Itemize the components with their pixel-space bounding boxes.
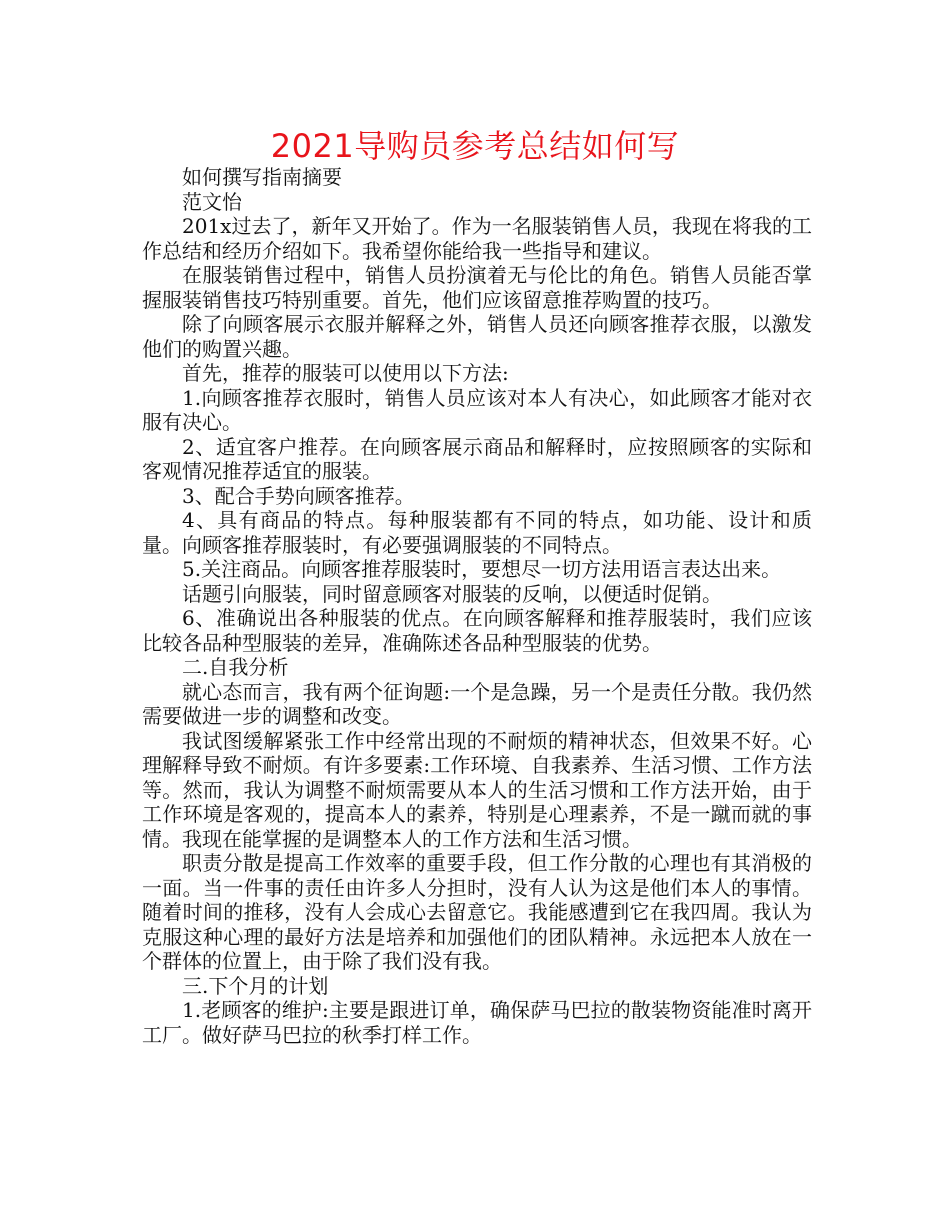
list-item: 6、准确说出各种服装的优点。在向顾客解释和推荐服装时，我们应该比较各品种型服装的差异，准确陈述各品种型服装的优势。 [142,606,812,655]
paragraph: 就心态而言，我有两个征询题:一个是急躁，另一个是责任分散。我仍然需要做进一步的调整和改变。 [142,679,812,728]
paragraph: 职责分散是提高工作效率的重要手段，但工作分散的心理也有其消极的一面。当一件事的责任由许多人分担时，没有人认为这是他们本人的事情。随着时间的推移，没有人会成心去留意它。我能感遭到它在我四周。我认为克服这种心理的最好方法是培养和加强他们的团队精神。永远把本人放在一个群体的位置上，由于除了我们没有我。 [142,851,812,973]
section-heading: 二.自我分析 [182,655,289,679]
paragraph-subtitle: 如何撰写指南摘要 [182,165,342,189]
list-item: 3、配合手势向顾客推荐。 [182,483,415,508]
list-item: 5.关注商品。向顾客推荐服装时，要想尽一切方法用语言表达出来。 [182,557,782,581]
paragraph: 我试图缓解紧张工作中经常出现的不耐烦的精神状态，但效果不好。心理解释导致不耐烦。有许多要素:工作环境、自我素养、生活习惯、工作方法等。然而，我认为调整不耐烦需要从本人的生活习惯和工作方法开始，由于工作环境是客观的，提高本人的素养，特别是心理素养，不是一蹴而就的事情。我现在能掌握的是调整本人的工作方法和生活习惯。 [142,728,812,851]
paragraph: 除了向顾客展示衣服并解释之外，销售人员还向顾客推荐衣服，以激发他们的购置兴趣。 [142,312,812,361]
section-heading: 三.下个月的计划 [182,973,329,998]
list-item: 1.向顾客推荐衣服时，销售人员应该对本人有决心，如此顾客才能对衣服有决心。 [142,385,812,434]
paragraph-author: 范文怡 [182,189,242,214]
list-item: 1.老顾客的维护:主要是跟进订单，确保萨马巴拉的散装物资能准时离开工厂。做好萨马巴拉的秋季打样工作。 [142,998,812,1047]
list-item: 4、具有商品的特点。每种服装都有不同的特点，如功能、设计和质量。向顾客推荐服装时，有必要强调服装的不同特点。 [142,508,812,557]
paragraph: 在服装销售过程中，销售人员扮演着无与伦比的角色。销售人员能否掌握服装销售技巧特别重要。首先，他们应该留意推荐购置的技巧。 [142,263,812,312]
document-title: 2021导购员参考总结如何写 [270,127,680,165]
list-item: 2、适宜客户推荐。在向顾客展示商品和解释时，应按照顾客的实际和客观情况推荐适宜的服装。 [142,434,812,483]
paragraph-intro: 201x过去了，新年又开始了。作为一名服装销售人员，我现在将我的工作总结和经历介绍如下。我希望你能给我一些指导和建议。 [142,214,812,263]
paragraph: 首先，推荐的服装可以使用以下方法: [182,361,509,385]
paragraph: 话题引向服装，同时留意顾客对服装的反响，以便适时促销。 [182,581,722,606]
document-body [142,165,812,1047]
